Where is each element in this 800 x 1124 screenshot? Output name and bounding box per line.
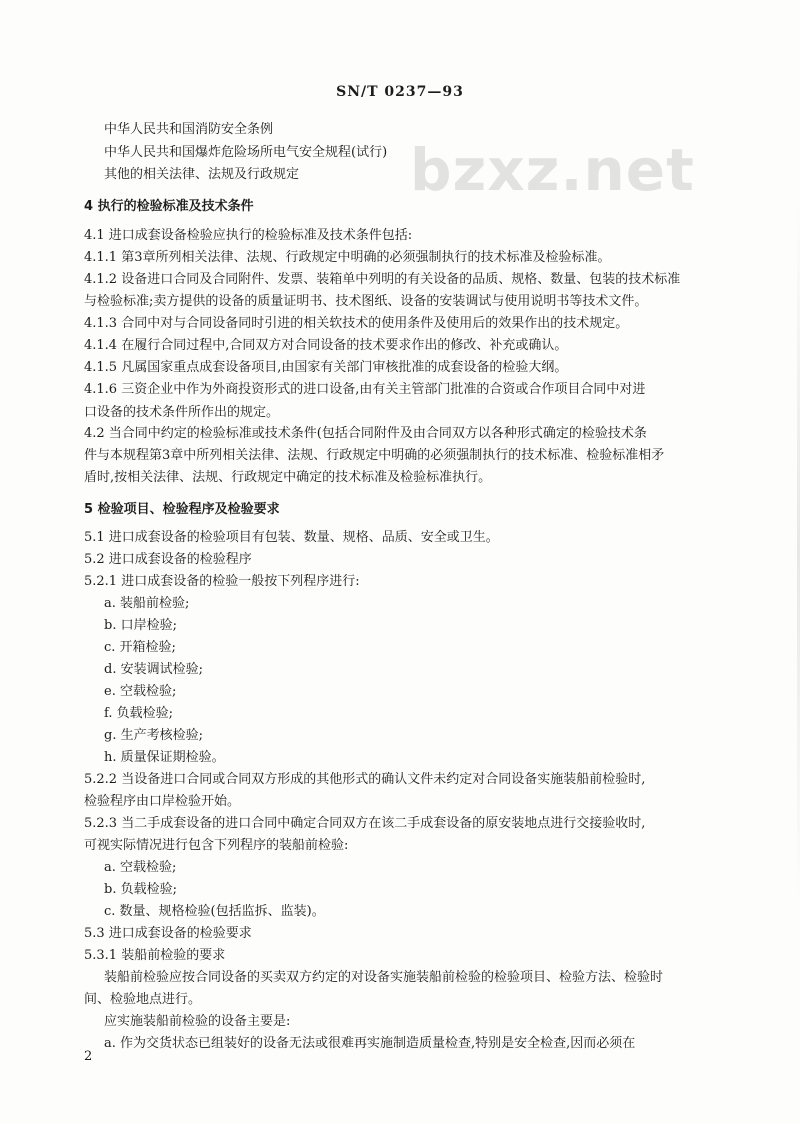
section-heading: 5 检验项目、检验程序及检验要求	[84, 502, 280, 517]
watermark: bzxz.net	[410, 136, 695, 204]
text-line: h. 质量保证期检验。	[104, 750, 225, 765]
text-line: 口设备的技术条件所作出的规定。	[84, 405, 280, 420]
text-line: 4.1.1 第3章所列相关法律、法规、行政规定中明确的必须强制执行的技术标准及检验标准。	[84, 250, 611, 265]
text-line: c. 开箱检验;	[104, 640, 176, 655]
text-line: a. 空载检验;	[104, 860, 177, 875]
text-line: 5.2.2 当设备进口合同或合同双方形成的其他形式的确认文件未约定对合同设备实施装船前检验时,	[84, 772, 646, 787]
text-line: 间、检验地点进行。	[84, 992, 202, 1007]
text-line: 盾时,按相关法律、法规、行政规定中确定的技术标准及检验标准执行。	[84, 470, 492, 485]
text-line: 5.2 进口成套设备的检验程序	[84, 552, 252, 567]
text-line: 5.1 进口成套设备的检验项目有包装、数量、规格、品质、安全或卫生。	[84, 530, 499, 545]
text-line: d. 安装调试检验;	[104, 662, 203, 677]
text-line: c. 数量、规格检验(包括监拆、监装)。	[104, 904, 325, 919]
text-line: 4.1.3 合同中对与合同设备同时引进的相关软技术的使用条件及使用后的效果作出的技术规定。	[84, 316, 629, 331]
text-line: 应实施装船前检验的设备主要是:	[104, 1014, 291, 1029]
text-line: f. 负载检验;	[104, 706, 173, 721]
text-line: 4.1.6 三资企业中作为外商投资形式的进口设备,由有关主管部门批准的合资或合作项目合同中对进	[84, 382, 646, 397]
text-line: 可视实际情况进行包含下列程序的装船前检验:	[84, 838, 349, 853]
text-line: 5.2.1 进口成套设备的检验一般按下列程序进行:	[84, 574, 360, 589]
text-line: 中华人民共和国消防安全条例	[104, 122, 274, 137]
text-line: 5.3 进口成套设备的检验要求	[84, 926, 252, 941]
standard-code-header: SN/T 0237—93	[336, 84, 464, 100]
text-line: 4.1 进口成套设备检验应执行的检验标准及技术条件包括:	[84, 228, 413, 243]
text-line: 中华人民共和国爆炸危险场所电气安全规程(试行)	[104, 145, 388, 160]
text-line: 4.1.2 设备进口合同及合同附件、发票、装箱单中列明的有关设备的品质、规格、数量、包装的技术标准	[84, 272, 681, 287]
text-line: 4.1.4 在履行合同过程中,合同双方对合同设备的技术要求作出的修改、补充或确认。	[84, 338, 568, 353]
text-line: 检验程序由口岸检验开始。	[84, 794, 241, 809]
text-line: 5.3.1 装船前检验的要求	[84, 948, 226, 963]
text-line: 4.2 当合同中约定的检验标准或技术条件(包括合同附件及由合同双方以各种形式确定的检验技术条	[84, 426, 647, 441]
text-line: 其他的相关法律、法规及行政规定	[104, 167, 300, 182]
text-line: a. 装船前检验;	[104, 596, 190, 611]
text-line: g. 生产考核检验;	[104, 728, 203, 743]
section-heading: 4 执行的检验标准及技术条件	[84, 199, 254, 214]
text-line: e. 空载检验;	[104, 684, 177, 699]
text-line: b. 口岸检验;	[104, 618, 177, 633]
text-line: 装船前检验应按合同设备的买卖双方约定的对设备实施装船前检验的检验项目、检验方法、检验时	[104, 970, 664, 985]
text-line: 件与本规程第3章中所列相关法律、法规、行政规定中明确的必须强制执行的技术标准、检验标准相矛	[84, 448, 665, 463]
text-line: b. 负载检验;	[104, 882, 177, 897]
text-line: a. 作为交货状态已组装好的设备无法或很难再实施制造质量检查,特别是安全检查,因而必须在	[104, 1036, 636, 1051]
text-line: 4.1.5 凡属国家重点成套设备项目,由国家有关部门审核批准的成套设备的检验大纲。	[84, 360, 568, 375]
text-line: 5.2.3 当二手成套设备的进口合同中确定合同双方在该二手成套设备的原安装地点进行交接验收时,	[84, 816, 646, 831]
text-line: 与检验标准;卖方提供的设备的质量证明书、技术图纸、设备的安装调试与使用说明书等技术文件。	[84, 294, 648, 309]
page-number: 2	[84, 1049, 93, 1064]
